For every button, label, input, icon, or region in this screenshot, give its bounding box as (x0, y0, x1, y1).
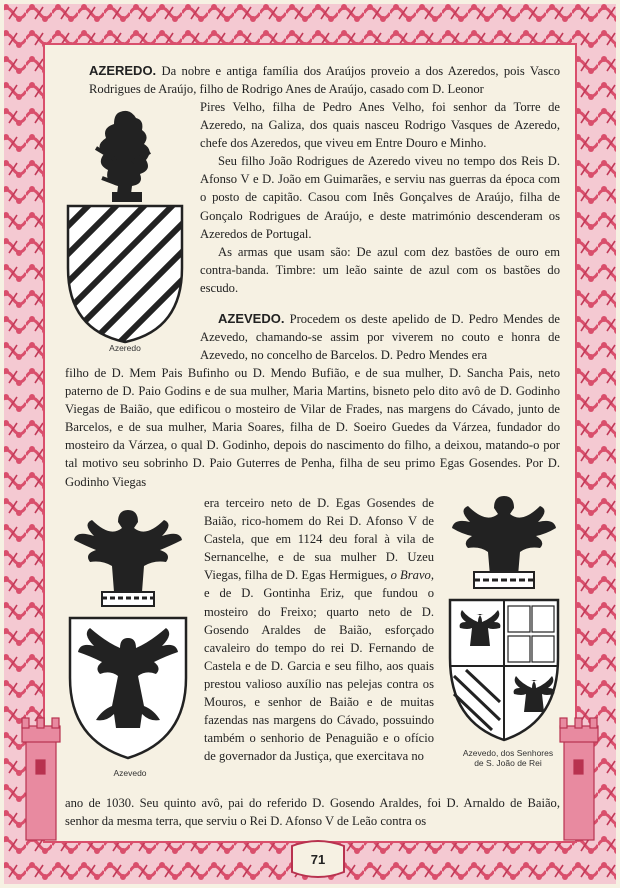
azevedo-col-italic: o Bravo, (390, 568, 434, 583)
azevedo-middle-column (204, 494, 434, 765)
azevedo-col-text-a: era terceiro neto de D. Egas Gosendes de Baião, rico-homem do Rei D. Afonso V de Castela, que em 1124 deu foral à vila de Sernancelhe, e de sua mulher D. Uzeu Viegas, filha de D. Egas Hermigues, (204, 496, 434, 583)
azeredo-side-column (200, 98, 560, 297)
azeredo-paragraph-3: As armas que usam são: De azul com dez bastões de ouro em contra-banda. Timbre: um leão sainte de azul com os bastões do escudo. (200, 244, 560, 295)
azevedo-sjoao-crest-icon (446, 490, 562, 752)
azevedo-text-full: filho de D. Mem Pais Bufinho ou D. Mendo Bufião, e de sua mulher, D. Sancha Pais, neto paterno de D. Paio Godins e de sua mulher, Maria Martins, bisneto pelo dito avô de D. Godinho Viegas de Baião, que edificou o mosteiro de Vilar de Frades, nas margens do Cávado, junto de Barcelos, e de sua mulher, Maria Soares, filha de D. Soeiro Guedes da Várzea, fundador do mosteiro da Várzea, o qual D. Godinho, depois do nascimento do filho, a deixou, matando-o por tal motivo seu sobrinho D. Paio Guterres de Penha, filha de seu primo Egas Gosendes. Por D. Godinho Viegas (65, 366, 560, 489)
left-tower-icon (22, 718, 60, 840)
azevedo-text-side: Procedem os deste apelido de D. Pedro Mendes de Azevedo, chamando-se assim por viverem no couto e honra de Azevedo, no concelho de Barcelos. D. Pedro Mendes era (200, 312, 560, 363)
azeredo-text-top: Da nobre e antiga família dos Araújos proveio a dos Azeredos, pois Vasco Rodrigues de Araújo, filho de Rodrigo Anes de Araújo, casado com D. Leonor (89, 64, 560, 97)
page-number: 71 (310, 851, 326, 867)
azevedo-col-text-b: e de D. Gontinha Eriz, que fundou o mosteiro do Freixo; quarto neto de D. Gosendo Araldes de Baião, esforçado cavaleiro do tempo do rei D. Fernando de Castela e de D. Garcia e seu filho, aos quais prestou valioso auxílio nas pelejas contra os Mouros, e senhor de Baião e de muitas fazendas nas margens do Cávado, possuindo também o senhorio de Penaguião e o ofício de governador da Justiça, que exercitava no (204, 586, 434, 764)
azevedo-text-bottom: ano de 1030. Seu quinto avô, pai do referido D. Gosendo Araldes, foi D. Arnaldo de Baião, senhor da mesma terra, que serviu o Rei D. Afonso V de Leão contra os (65, 796, 560, 829)
azevedo-full-width (65, 364, 560, 491)
right-tower-icon (560, 718, 598, 840)
azeredo-crest-icon (62, 108, 188, 346)
azevedo-heading: AZEVEDO. (218, 311, 285, 326)
azeredo-caption: Azeredo (109, 343, 141, 353)
azevedo-caption-right (450, 748, 566, 768)
azeredo-heading: AZEREDO. (89, 63, 157, 78)
azevedo-bottom-text (65, 794, 560, 830)
azeredo-paragraph-2: Seu filho João Rodrigues de Azeredo viveu no tempo dos Reis D. Afonso V e D. João em Guimarães, e serviu nas guerras da época com o posto de capitão. Casou com Inês Gonçalves de Araújo, filha de Gonçalo Rodrigues de Araújo, e deste matrimónio descenderam os Azeredos de Portugal. (200, 154, 560, 241)
azevedo-eagle-crest-icon (66, 500, 190, 762)
azeredo-text-side: Pires Velho, filha de Pedro Anes Velho, foi senhor da Torre de Azeredo, na Galiza, dos quais nasceu Rodrigo Vasques de Azeredo, chefe dos Azeredos, que viveu em Entre Douro e Minho. (200, 100, 560, 151)
azeredo-intro (89, 62, 560, 98)
azevedo-caption-right-line2: de S. João de Rei (474, 758, 542, 768)
azevedo-caption-right-line1: Azevedo, dos Senhores (462, 748, 554, 758)
azevedo-caption-left: Azevedo (113, 768, 147, 778)
azevedo-side-column (200, 310, 560, 364)
